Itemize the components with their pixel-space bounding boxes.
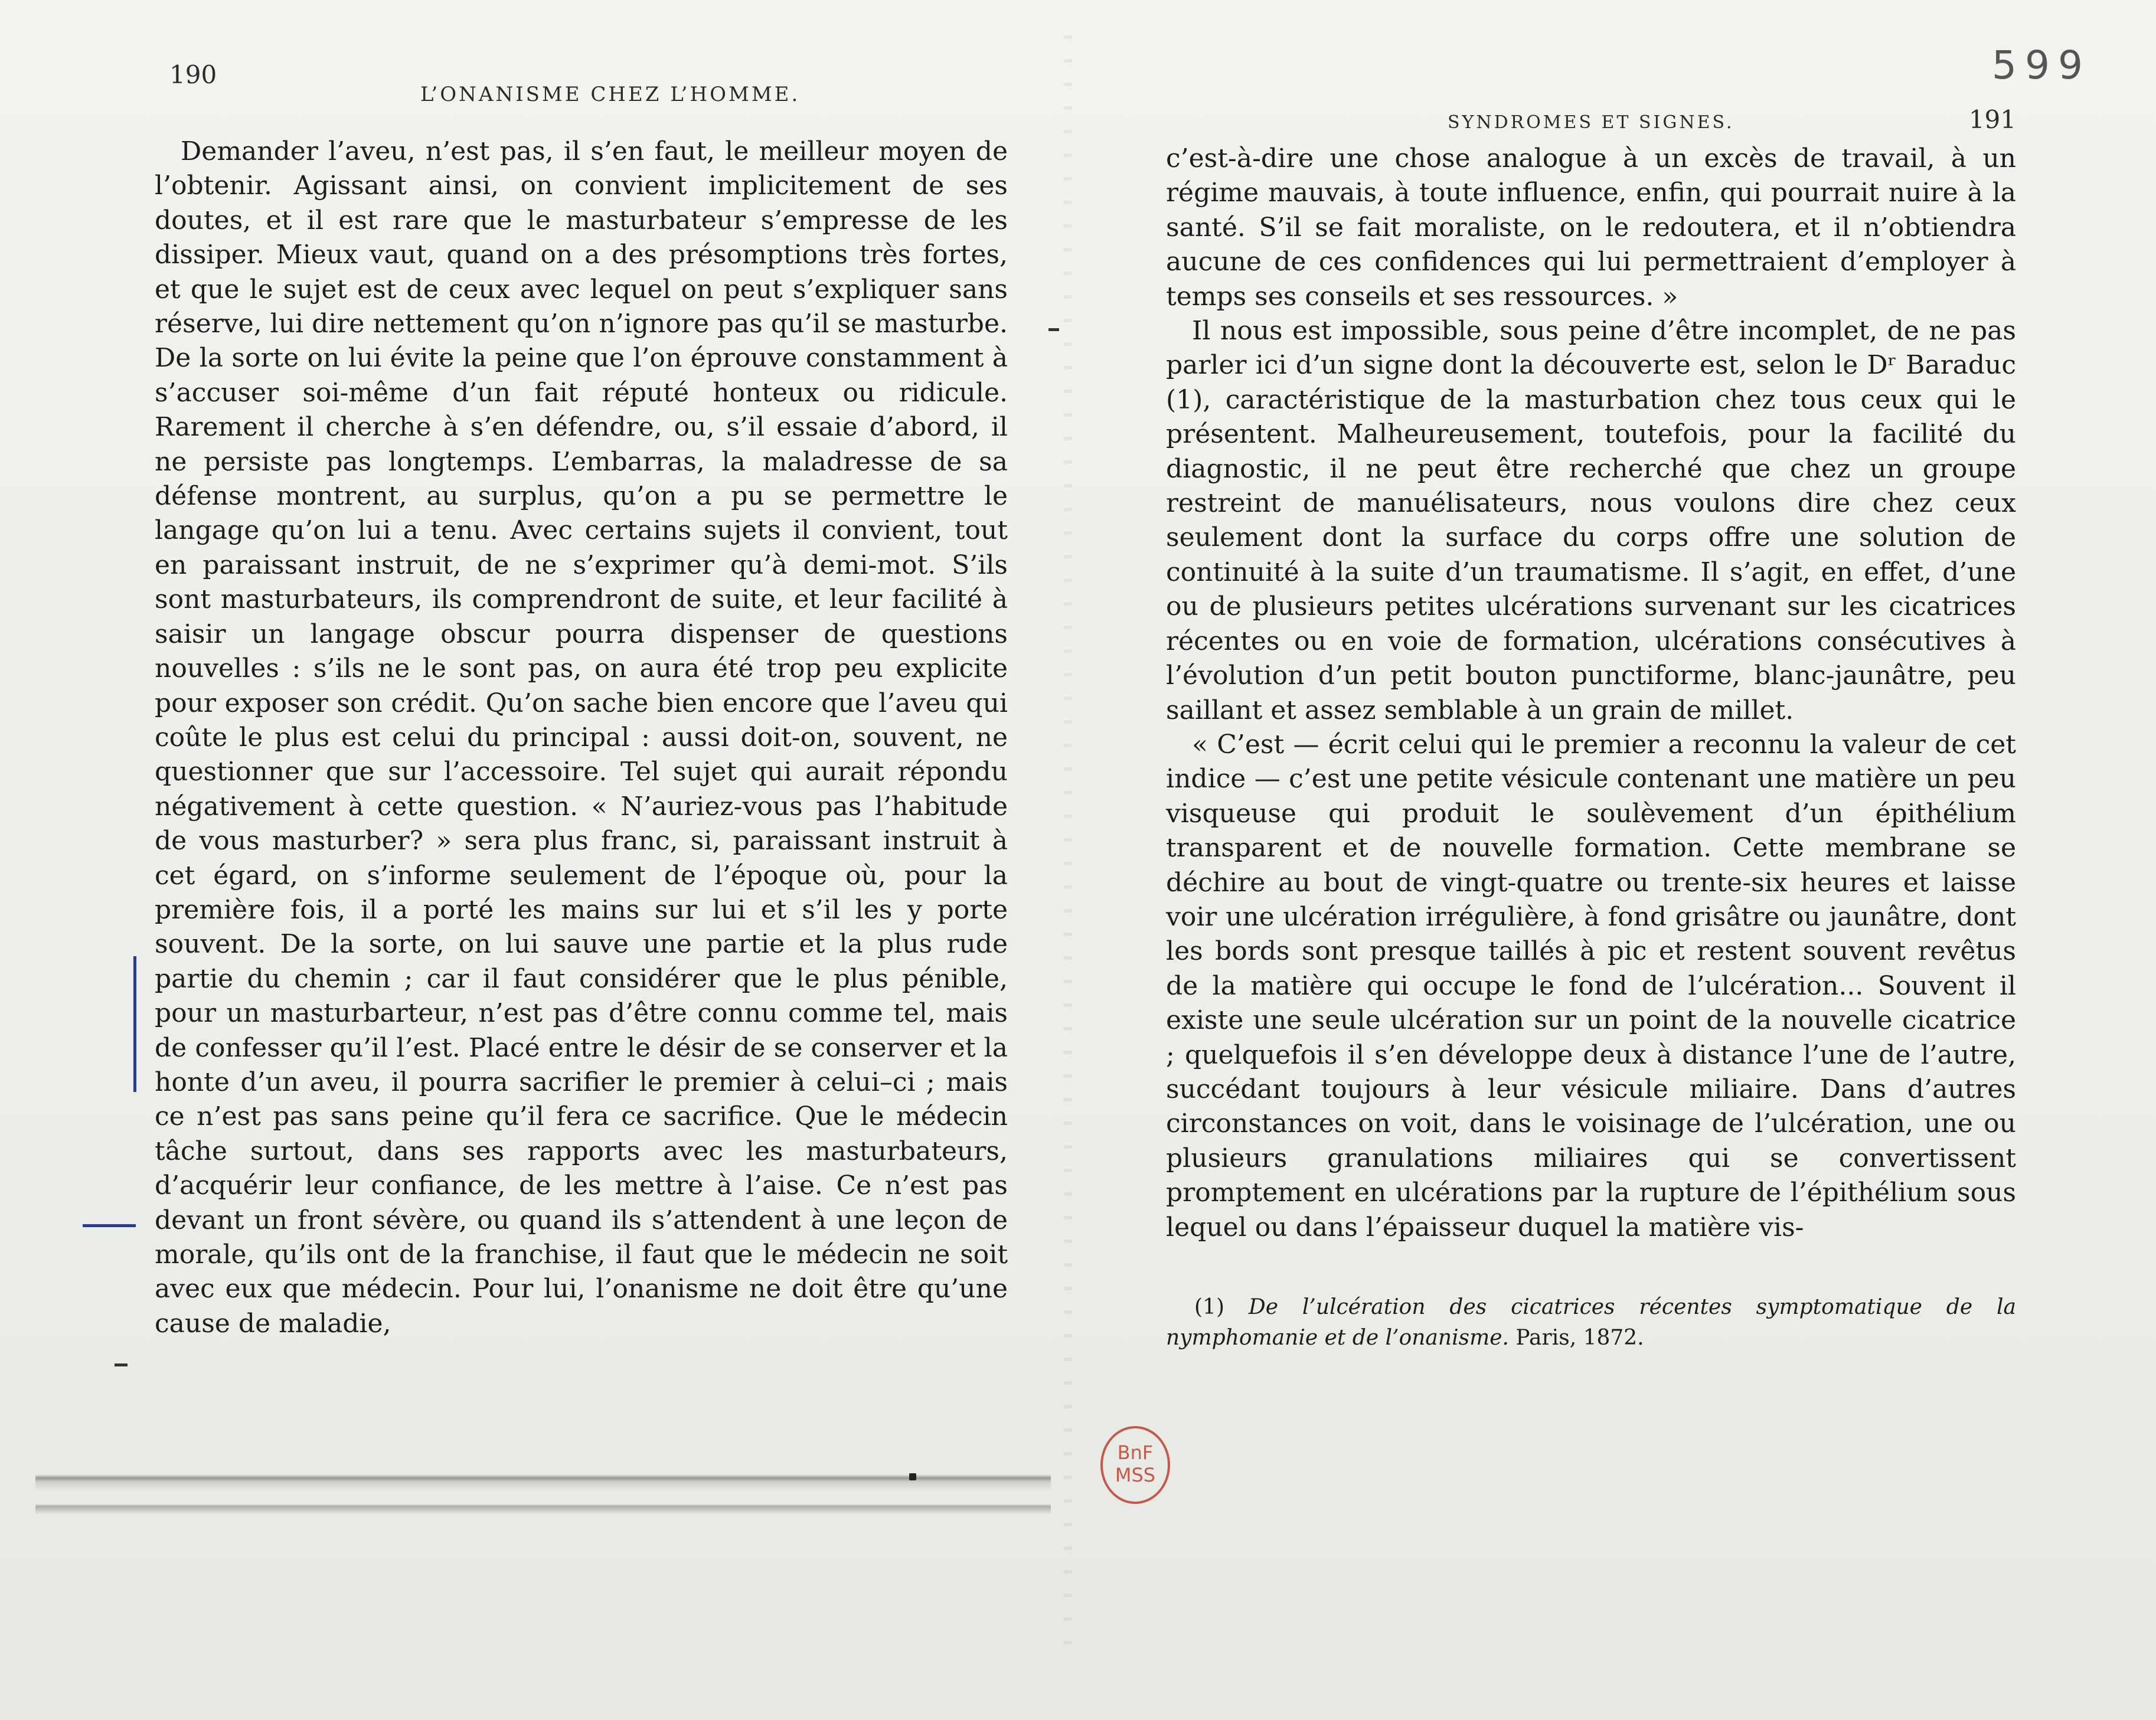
right-running-head xyxy=(1166,100,2016,136)
right-paragraph-2: Il nous est impossible, sous peine d’être incomplet, de ne pas parler ici d’un signe dont la découverte est, selon le Dʳ Baraduc (1), caractéristique de la masturbation chez tous ceux qui le présentent. Malheureusement, toutefois, pour la facilité du diagnostic, il ne peut être recherché que chez un groupe restreint de manuélisateurs, nous voulons dire chez ceux seulement dont la surface du corps offre une solution de continuité à la suite d’un traumatisme. Il s’agit, en effet, d’une ou de plusieurs petites ulcérations survenant sur les cicatrices récentes ou en voie de formation, ulcérations consécutives à l’évolution d’un petit bouton punctiforme, blanc-jaunâtre, peu saillant et assez semblable à un grain de millet. xyxy=(1166,316,2016,725)
margin-pencil-dash-1 xyxy=(1048,328,1059,331)
margin-ink-line xyxy=(133,956,136,1092)
library-stamp xyxy=(1100,1426,1170,1504)
page-fold xyxy=(1064,35,1072,1665)
left-page-number: 190 xyxy=(169,60,217,89)
margin-pencil-dash-2 xyxy=(115,1363,128,1366)
right-page-number: 191 xyxy=(1968,105,2016,134)
left-page xyxy=(155,57,1008,1341)
footnote-marker: (1) xyxy=(1194,1295,1224,1319)
right-body-text xyxy=(1166,142,2016,1245)
library-stamp-line-1: BnF xyxy=(1117,1441,1154,1464)
right-running-title: SYNDROMES ET SIGNES. xyxy=(1448,112,1734,133)
sheet-bottom-edge xyxy=(35,1474,1051,1491)
right-page xyxy=(1166,100,2016,1353)
ink-dot xyxy=(909,1473,916,1480)
footnote xyxy=(1166,1292,2016,1353)
right-paragraph-3: « C’est — écrit celui qui le premier a reconnu la valeur de cet indice — c’est une petite vésicule contenant une matière un peu visqueuse qui produit le soulèvement d’un épithélium transparent et de nouvelle formation. Cette membrane se déchire au bout de vingt-quatre ou trente-six heures et laisse voir une ulcération irrégulière, à fond grisâtre ou jaunâtre, dont les bords sont presque taillés à pic et restent souvent revêtus de la matière qui occupe le fond de l’ulcération... Souvent il existe une seule ulcération sur un point de la nouvelle cicatrice ; quelquefois il s’en développe deux à distance l’une de l’autre, succédant toujours à leur vésicule miliaire. Dans d’autres circonstances on voit, dans le voisinage de l’ulcération, une ou plusieurs granulations miliaires qui se convertissent promptement en ulcérations par la rupture de l’épithélium sous lequel ou dans l’épaisseur duquel la matière vis- xyxy=(1166,729,2016,1242)
left-body-text xyxy=(155,135,1008,1341)
left-running-title: L’ONANISME CHEZ L’HOMME. xyxy=(420,83,801,106)
library-stamp-line-2: MSS xyxy=(1115,1464,1156,1486)
footnote-title: De l’ulcération des cicatrices récentes symptomatique de la nymphomanie et de l’onanisme. xyxy=(1166,1295,2016,1350)
left-paragraph-1: Demander l’aveu, n’est pas, il s’en faut, le meilleur moyen de l’obtenir. Agissant ainsi, on convient implicitement de ses doutes, et il est rare que le masturbateur s’empresse de les dissiper. Mieux vaut, quand on a des présomptions très fortes, et que le sujet est de ceux avec lequel on peut s’expliquer sans réserve, lui dire nettement qu’on n’ignore pas qu’il se masturbe. De la sorte on lui évite la peine que l’on éprouve constamment à s’accuser soi-même d’un fait réputé honteux ou ridicule. Rarement il cherche à s’en défendre, ou, s’il essaie d’abord, il ne persiste pas longtemps. L’embarras, la maladresse de sa défense montrent, au surplus, qu’on a pu se permettre le langage qu’on lui a tenu. Avec certains sujets il convient, tout en paraissant instruit, de ne s’exprimer qu’à demi-mot. S’ils sont masturbateurs, ils comprendront de suite, et leur facilité à saisir un langage obscur pourra dispenser de questions nouvelles : s’ils ne le sont pas, on aura été trop peu explicite pour exposer son crédit. Qu’on sache bien encore que l’aveu qui coûte le plus est celui du principal : aussi doit-on, souvent, ne questionner que sur l’accessoire. Tel sujet qui aurait répondu négativement à cette question. « N’auriez-vous pas l’habitude de vous masturber? » sera plus franc, si, paraissant instruit à cet égard, on s’informe seulement de l’époque où, pour la première fois, il a porté les mains sur lui et s’il les y porte souvent. De la sorte, on lui sauve une partie et la plus rude partie du chemin ; car il faut considérer que le plus pénible, pour un masturbarteur, n’est pas d’être connu comme tel, mais de confesser qu’il l’est. Placé entre le désir de se conserver et la honte d’un aveu, il pourra sacrifier le premier à celui–ci ; mais ce n’est pas sans peine qu’il fera ce sacrifice. Que le médecin tâche surtout, dans ses rapports avec les masturbateurs, d’acquérir leur confiance, de les mettre à l’aise. Ce n’est pas devant un front sévère, ou quand ils s’attendent à une leçon de morale, qu’ils ont de la franchise, il faut que le médecin ne soit avec eux que médecin. Pour lui, l’onanisme ne doit être qu’une cause de maladie, xyxy=(155,136,1008,1339)
footnote-imprint: Paris, 1872. xyxy=(1515,1326,1644,1350)
sheet-bottom-edge-shadow xyxy=(35,1504,1051,1515)
left-running-head xyxy=(155,57,1008,106)
margin-ink-dash xyxy=(83,1224,136,1227)
folio-stamp: 599 xyxy=(1992,42,2091,88)
right-paragraph-1: c’est-à-dire une chose analogue à un excès de travail, à un régime mauvais, à toute influence, enfin, qui pourrait nuire à la santé. S’il se fait moraliste, on le redoutera, et il n’obtiendra aucune de ces confidences qui lui permettraient d’employer à temps ses conseils et ses ressources. » xyxy=(1166,143,2016,312)
